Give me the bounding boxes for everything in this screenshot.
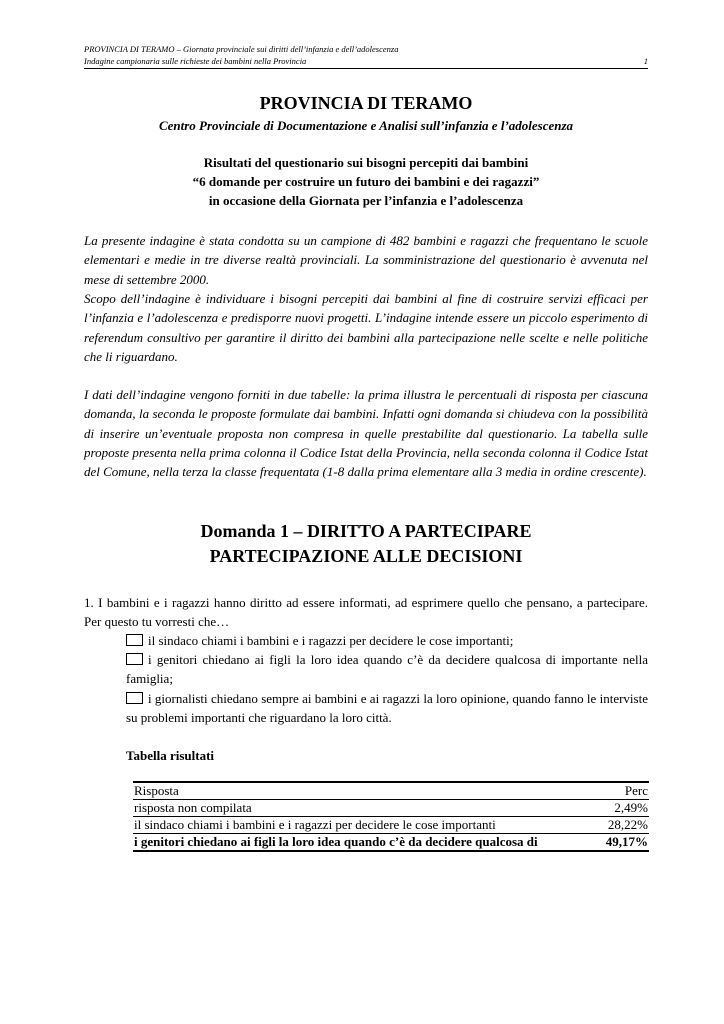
table-row xyxy=(133,817,649,834)
header-response: Risposta xyxy=(133,782,598,800)
running-header-text-1: PROVINCIA DI TERAMO – Giornata provinciale sui diritti dell’infanzia e dell’adolescenza xyxy=(84,44,399,54)
intro-paragraph-2: Scopo dell’indagine è individuare i bisogni percepiti dai bambini al fine di costruire servizi efficaci per l’infanzia e l’adolescenza e predisporre nuovi progetti. L’indagine intende essere un piccolo esperimento di referendum consultivo per garantire il diritto dei bambini alla partecipazione nelle scelte e nelle politiche che li riguardano. xyxy=(84,291,648,364)
table-row xyxy=(133,834,649,852)
running-header-line-2 xyxy=(84,56,648,67)
option-checkbox-2 xyxy=(126,653,143,665)
option-checkbox-3 xyxy=(126,692,143,704)
row-label: i genitori chiedano ai figli la loro idea quando c’è da decidere qualcosa di xyxy=(133,834,598,852)
running-header-line-1 xyxy=(84,44,648,55)
question-option-3 xyxy=(126,689,648,728)
row-label: il sindaco chiami i bambini e i ragazzi per decidere le cose importanti xyxy=(133,817,598,834)
row-value: 49,17% xyxy=(598,834,649,852)
option-label-2: i genitori chiedano ai figli la loro idea quando c’è da decidere qualcosa di importante nella famiglia; xyxy=(126,652,648,687)
intro-paragraph-1: La presente indagine è stata condotta su un campione di 482 bambini e ragazzi che frequentano le scuole elementari e medie in tre diverse realtà provinciali. La somministrazione del questionario è avvenuta nel mese di settembre 2000. xyxy=(84,233,648,287)
table-label: Tabella risultati xyxy=(126,748,215,763)
option-checkbox-1 xyxy=(126,634,143,646)
results-heading-line-2: “6 domande per costruire un futuro dei bambini e dei ragazzi” xyxy=(192,174,540,189)
row-value: 28,22% xyxy=(598,817,649,834)
intro-paragraph-3: I dati dell’indagine vengono forniti in due tabelle: la prima illustra le percentuali di risposta per ciascuna domanda, la seconda le proposte formulate dai bambini. Infatti ogni domanda si chiudeva con la possibilità di inserire un’eventuale proposta non compresa in quelle prestabilite dal questionario. La tabella sulle proposte presenta nella prima colonna il Codice Istat della Provincia, nella seconda colonna il Codice Istat del Comune, nella terza la classe frequentata (1-8 dalla prima elementare alla 3 media in ordine crescente). xyxy=(84,387,648,480)
row-label: risposta non compilata xyxy=(133,800,598,817)
row-value: 2,49% xyxy=(598,800,649,817)
page-number: 1 xyxy=(643,56,648,66)
results-heading-line-1: Risultati del questionario sui bisogni percepiti dai bambini xyxy=(203,155,529,170)
question-heading-line-2: PARTECIPAZIONE ALLE DECISIONI xyxy=(209,546,523,566)
results-table xyxy=(133,781,649,852)
question-option-1 xyxy=(126,631,648,650)
table-header-row xyxy=(133,782,649,800)
document-subtitle: Centro Provinciale di Documentazione e Analisi sull’infanzia e l’adolescenza xyxy=(158,118,574,133)
option-label-1: il sindaco chiami i bambini e i ragazzi per decidere le cose importanti; xyxy=(148,633,514,648)
results-heading-line-3: in occasione della Giornata per l’infanzia e l’adolescenza xyxy=(208,193,524,208)
option-label-3: i giornalisti chiedano sempre ai bambini e ai ragazzi la loro opinione, quando fanno le interviste su problemi importanti che riguardano la loro città. xyxy=(126,691,648,726)
question-text: 1. I bambini e i ragazzi hanno diritto ad essere informati, ad esprimere quello che pensano, a partecipare. Per questo tu vorresti che… xyxy=(84,595,648,630)
question-heading-line-1: Domanda 1 – DIRITTO A PARTECIPARE xyxy=(200,521,532,541)
running-header-text-2: Indagine campionaria sulle richieste dei bambini nella Provincia xyxy=(84,56,307,66)
question-option-2 xyxy=(126,650,648,689)
table-row xyxy=(133,800,649,817)
header-percentage: Perc xyxy=(598,782,649,800)
header-divider xyxy=(84,68,648,69)
document-title: PROVINCIA DI TERAMO xyxy=(259,93,473,113)
